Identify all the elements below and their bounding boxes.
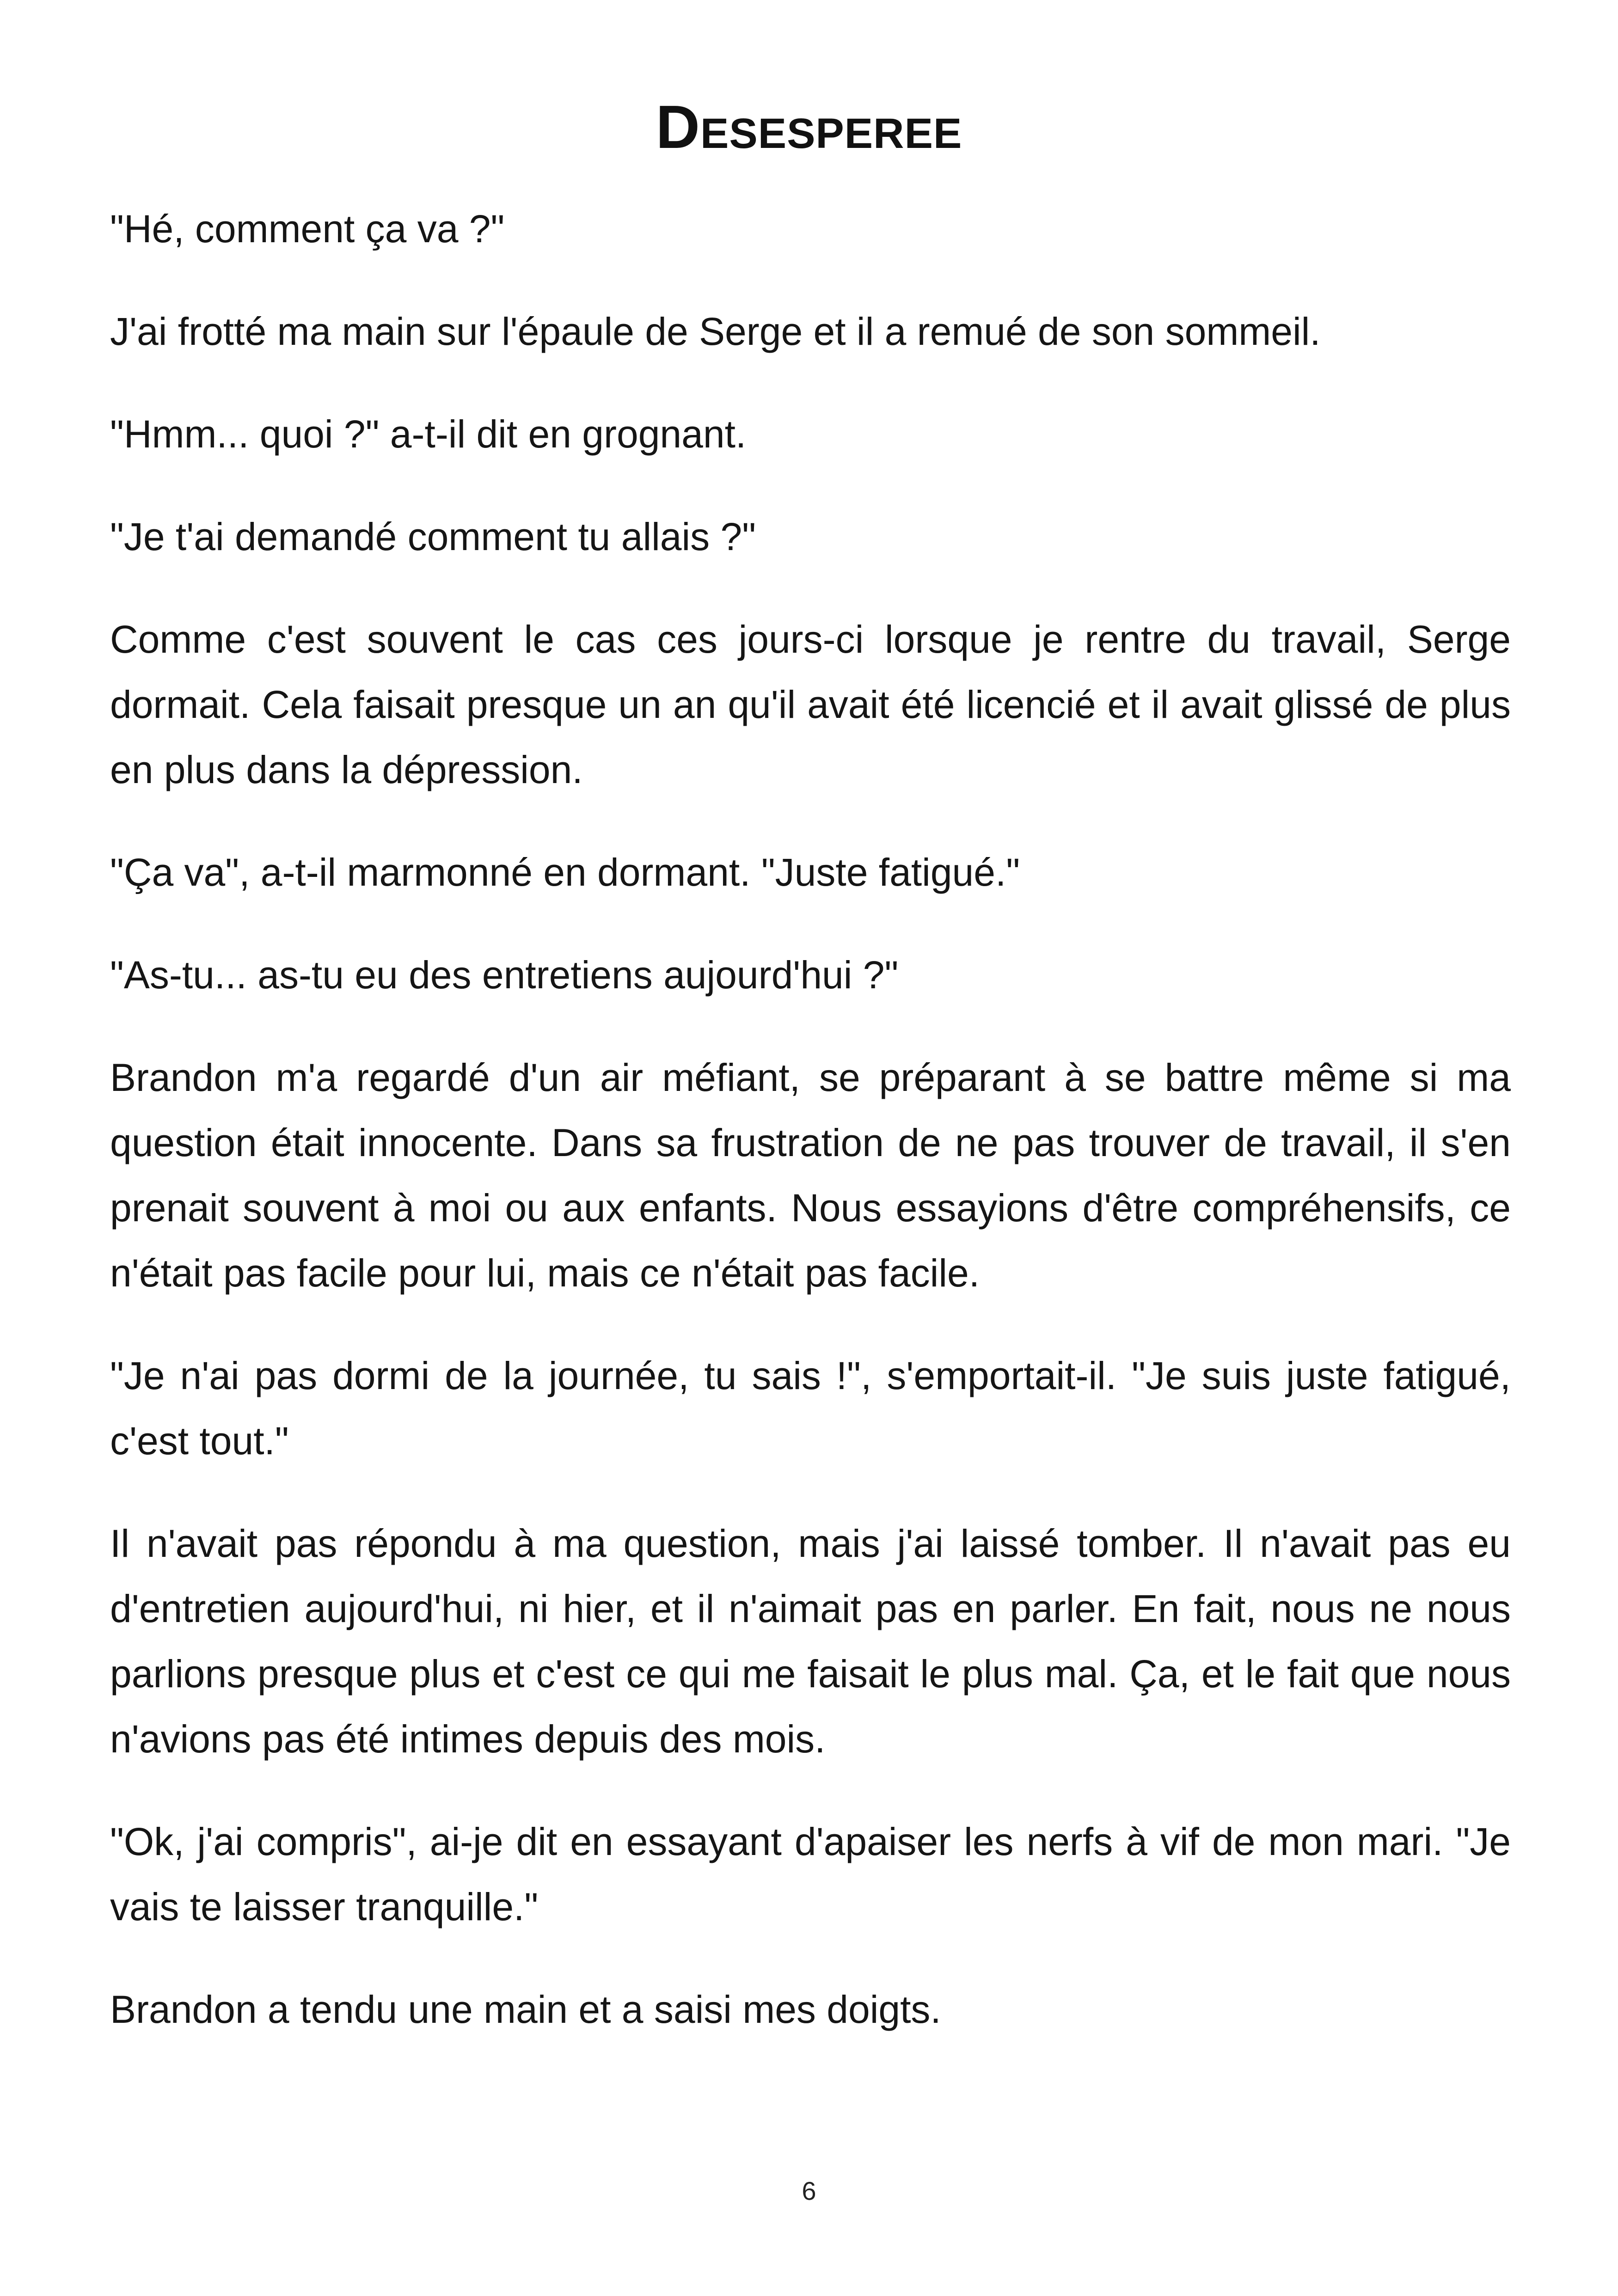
chapter-title: Desesperee — [656, 93, 962, 161]
paragraph-12: Brandon a tendu une main et a saisi mes doigts. — [110, 1988, 941, 2031]
body-text — [110, 196, 1511, 2080]
paragraph-8: Brandon m'a regardé d'un air méfiant, se préparant à se battre même si ma question était innocente. Dans sa frustration de ne pas trouver de travail, il s'en prenait souvent à moi ou aux enfants. Nous essayions d'être compréhensifs, ce n'était pas facile pour lui, mais ce n'était pas facile. — [110, 1056, 1511, 1295]
paragraph-11: "Ok, j'ai compris", ai-je dit en essayant d'apaiser les nerfs à vif de mon mari. "Je vais te laisser tranquille." — [110, 1820, 1511, 1929]
paragraph-6: "Ça va", a-t-il marmonné en dormant. "Juste fatigué." — [110, 851, 1020, 894]
paragraph-2: J'ai frotté ma main sur l'épaule de Serge et il a remué de son sommeil. — [110, 310, 1321, 353]
paragraph-5: Comme c'est souvent le cas ces jours-ci lorsque je rentre du travail, Serge dormait. Cela faisait presque un an qu'il avait été licencié et il avait glissé de plus en plus dans la dépression. — [110, 618, 1511, 791]
paragraph-7: "As-tu... as-tu eu des entretiens aujourd'hui ?" — [110, 953, 899, 997]
paragraph-10: Il n'avait pas répondu à ma question, mais j'ai laissé tomber. Il n'avait pas eu d'entretien aujourd'hui, ni hier, et il n'aimait pas en parler. En fait, nous ne nous parlions presque plus et c'est ce qui me faisait le plus mal. Ça, et le fait que nous n'avions pas été intimes depuis des mois. — [110, 1522, 1511, 1761]
paragraph-4: "Je t'ai demandé comment tu allais ?" — [110, 515, 756, 558]
paragraph-1: "Hé, comment ça va ?" — [110, 207, 505, 251]
paragraph-9: "Je n'ai pas dormi de la journée, tu sais !", s'emportait-il. "Je suis juste fatigué, c'est tout." — [110, 1354, 1511, 1463]
page-number: 6 — [802, 2176, 816, 2205]
paragraph-3: "Hmm... quoi ?" a-t-il dit en grognant. — [110, 412, 747, 456]
